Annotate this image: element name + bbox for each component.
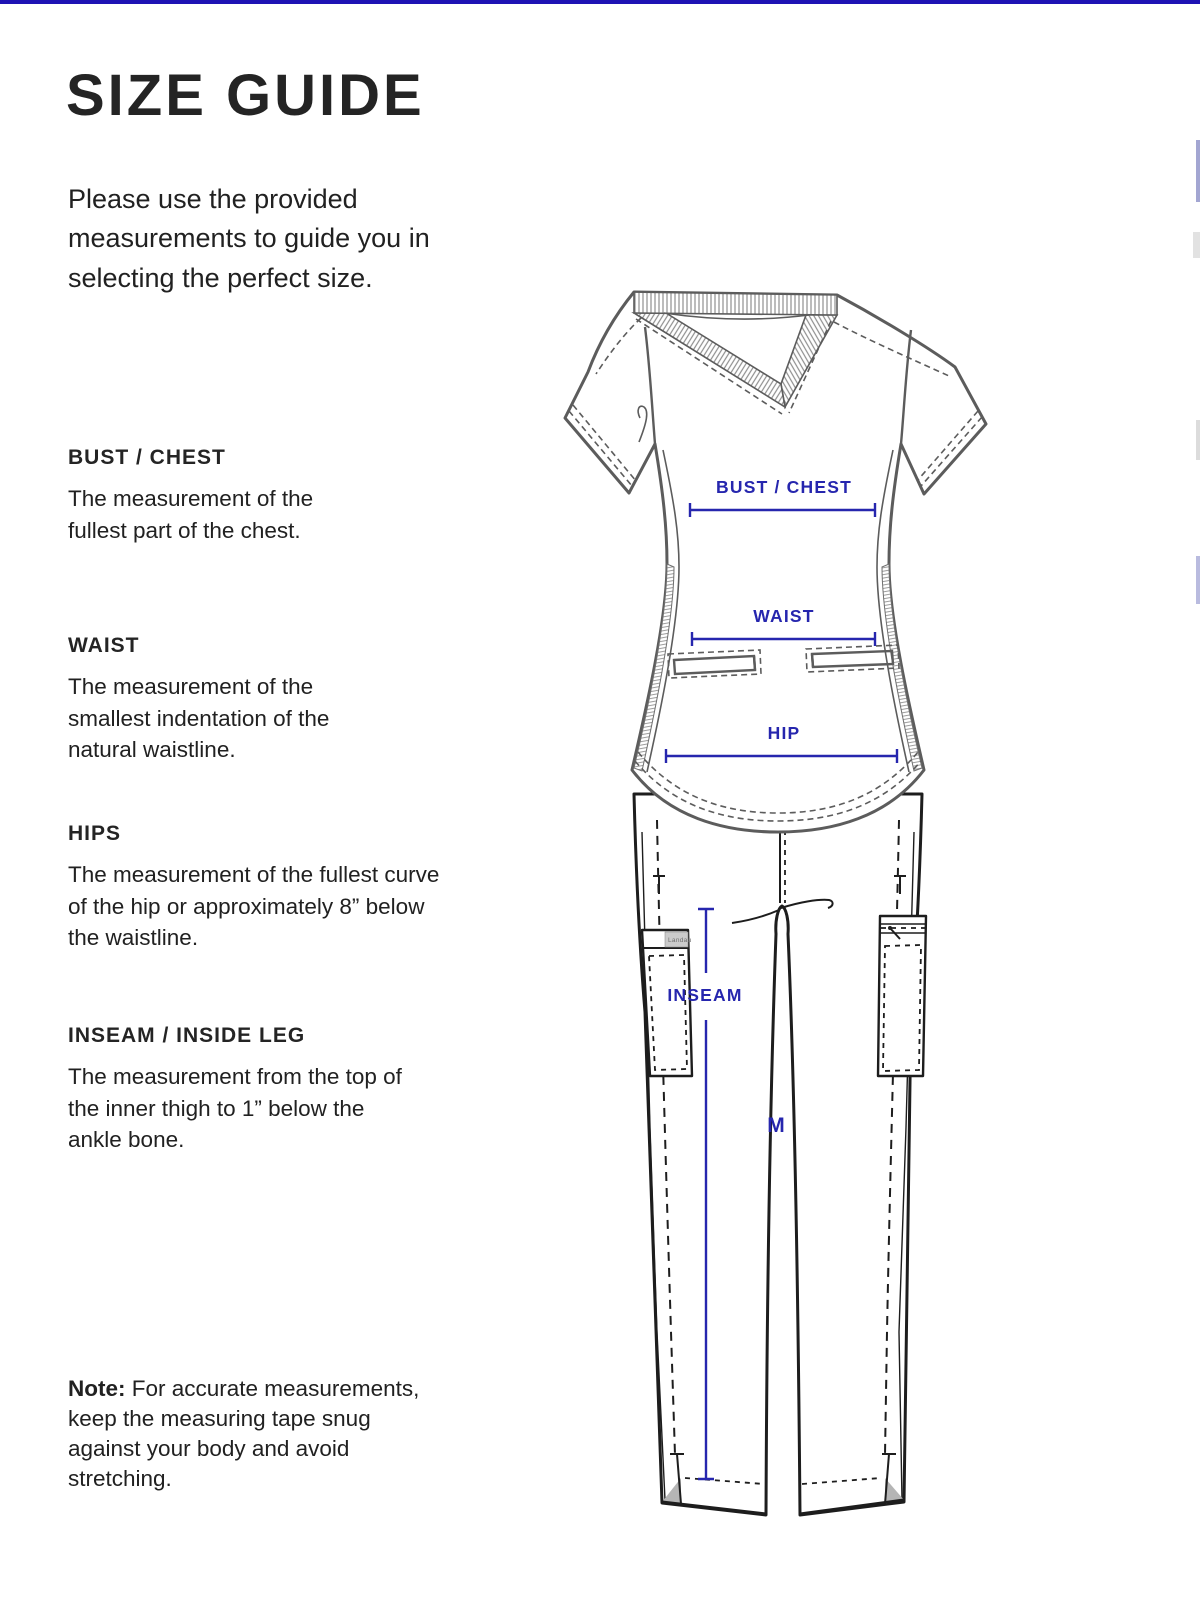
definition-hips [68, 822, 456, 954]
definition-description: The measurement of the fullest curve of the hip or approximately 8” below the waistline. [68, 862, 440, 950]
pants-silhouette [634, 794, 922, 1515]
definition-term: HIPS [68, 822, 122, 845]
scrubs-measurement-diagram [538, 272, 1013, 1530]
scrub-pants-illustration [634, 794, 926, 1515]
definition-term: WAIST [68, 634, 140, 657]
definition-term: BUST / CHEST [68, 446, 226, 469]
size-letter-label: M [767, 1114, 785, 1137]
zipper-slider [888, 926, 892, 930]
note-text [68, 1374, 420, 1494]
cropped-edge-artifact [1193, 232, 1200, 258]
pocket-brand-text: Landau [668, 937, 692, 944]
definition-description: The measurement of the fullest part of the chest. [68, 486, 314, 543]
cropped-edge-artifact [1196, 556, 1200, 604]
right-cargo-pocket [878, 916, 926, 1076]
scrub-top-illustration [565, 292, 986, 832]
definition-description: The measurement of the smallest indentation of the natural waistline. [68, 674, 330, 762]
intro-text: Please use the provided measurements to guide you in selecting the perfect size. [68, 184, 430, 293]
note-body: For accurate measurements, keep the measuring tape snug against your body and avoid stretching. [68, 1376, 420, 1491]
inseam-label: INSEAM [667, 985, 743, 1005]
definition-description: The measurement from the top of the inner thigh to 1” below the ankle bone. [68, 1064, 402, 1152]
definition-bust-chest [68, 446, 358, 546]
page-title: SIZE GUIDE [66, 63, 425, 128]
definition-inseam [68, 1024, 412, 1156]
cropped-edge-artifact [1196, 140, 1200, 202]
top-silhouette [565, 292, 986, 832]
waist-label: WAIST [753, 606, 815, 626]
hip-label: HIP [767, 723, 801, 743]
top-border-line [0, 0, 1200, 4]
bust-label: BUST / CHEST [716, 477, 852, 497]
note-label: Note: [68, 1376, 126, 1401]
pocket-brand-label [665, 932, 692, 947]
definition-waist [68, 634, 376, 766]
definition-term: INSEAM / INSIDE LEG [68, 1024, 306, 1047]
cropped-edge-artifact [1196, 420, 1200, 460]
